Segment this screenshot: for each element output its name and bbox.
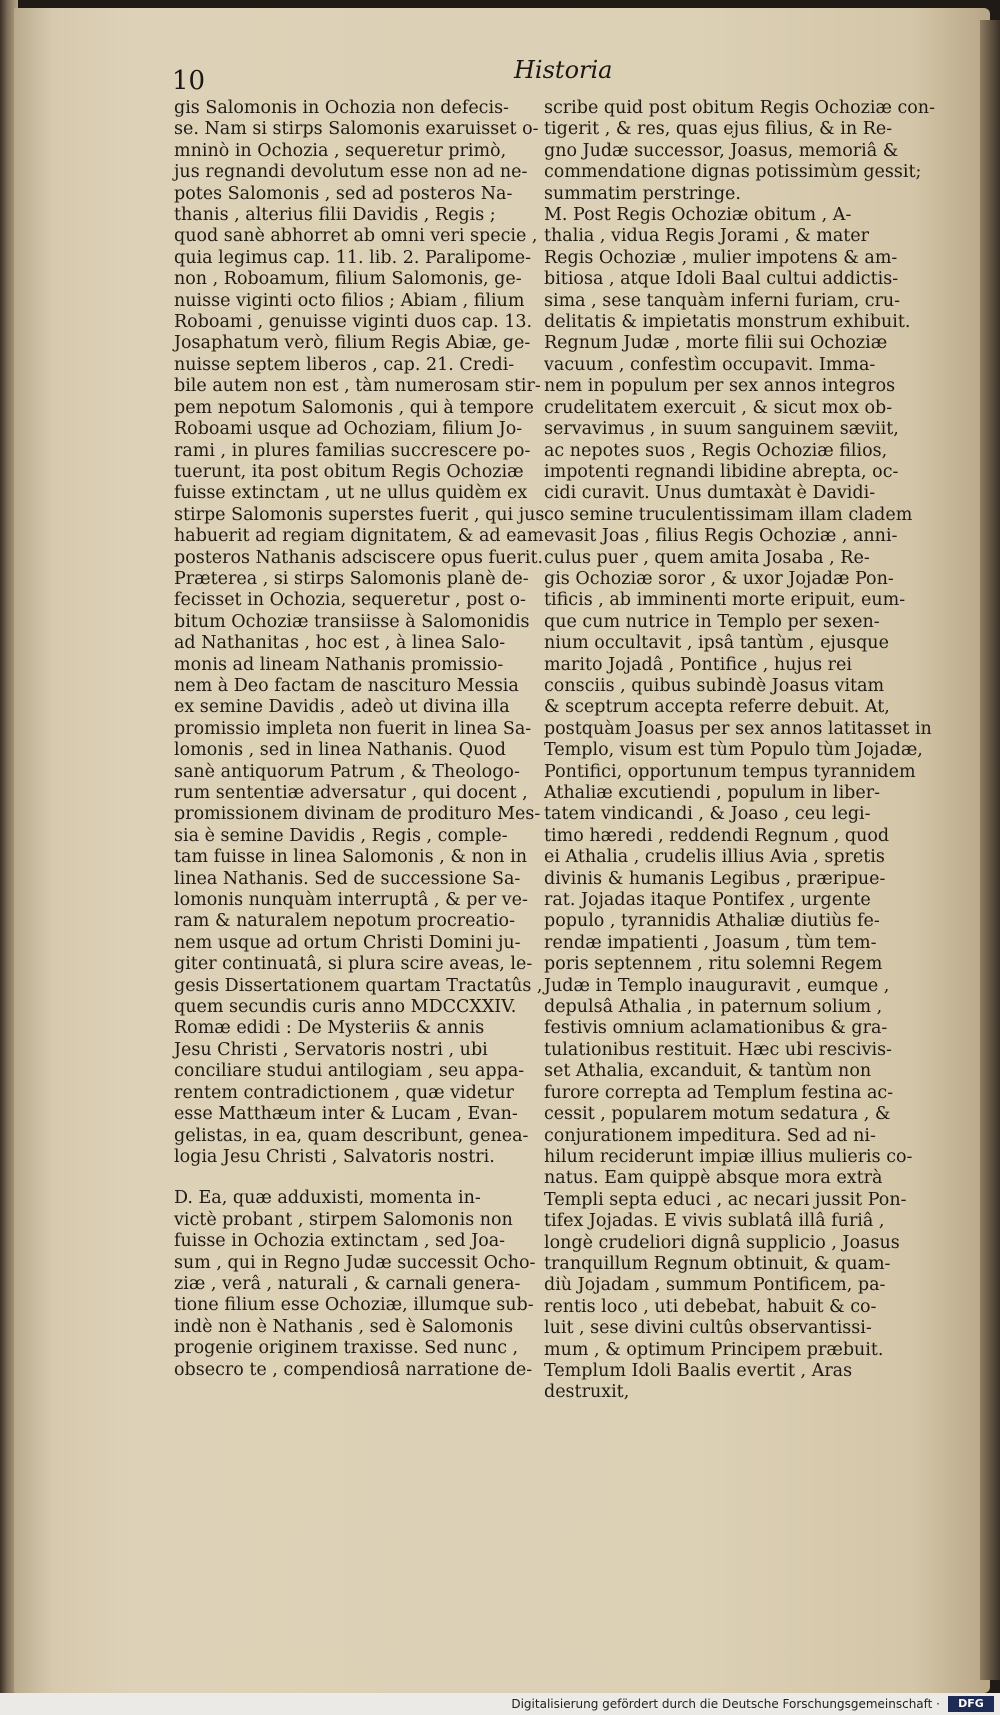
text-line: mninò in Ochozia , sequeretur primò, bbox=[174, 140, 507, 161]
text-line: nium occultavit , ipsâ tantùm , ejusque bbox=[544, 633, 889, 654]
text-line: tranquillum Regnum obtinuit, & quam- bbox=[544, 1253, 891, 1274]
text-line: sima , sese tanquàm inferni furiam, cru- bbox=[544, 290, 901, 311]
text-line: rat. Jojadas itaque Pontifex , urgente bbox=[544, 890, 871, 911]
text-line: set Athalia, excanduit, & tantùm non bbox=[544, 1061, 872, 1082]
text-line: postquàm Joasus per sex annos latitasset in bbox=[544, 718, 932, 739]
text-line: lomonis nunquàm interruptâ , & per ve- bbox=[174, 890, 528, 911]
text-line: Præterea , si stirps Salomonis planè de- bbox=[174, 568, 529, 589]
text-line: Regis Ochoziæ , mulier impotens & am- bbox=[544, 247, 898, 268]
text-line: fuisse in Ochozia extinctam , sed Joa- bbox=[174, 1231, 506, 1252]
dfg-logo: DFG bbox=[948, 1696, 994, 1712]
text-line: rentis loco , uti debebat, habuit & co- bbox=[544, 1296, 877, 1317]
text-line: se. Nam si stirps Salomonis exaruisset o- bbox=[174, 119, 539, 140]
text-line: crudelitatem exercuit , & sicut mox ob- bbox=[544, 397, 893, 418]
text-line: fuisse extinctam , ut ne ullus quidèm ex bbox=[174, 483, 528, 504]
text-line: & sceptrum accepta referre debuit. At, bbox=[544, 697, 890, 718]
text-line: ziæ , verâ , naturali , & carnali genera- bbox=[174, 1273, 521, 1294]
text-line: bile autem non est , tàm numerosam stir- bbox=[174, 376, 541, 397]
text-line: summatim perstringe. bbox=[544, 183, 741, 204]
text-line: timo hæredi , reddendi Regnum , quod bbox=[544, 825, 890, 846]
text-line: consciis , quibus subindè Joasus vitam bbox=[544, 675, 885, 696]
text-line: lomonis , sed in linea Nathanis. Quod bbox=[174, 740, 506, 761]
text-line: rum sententiæ adversatur , qui docent , bbox=[174, 783, 528, 803]
text-line: divinis & humanis Legibus , præripue- bbox=[544, 868, 886, 889]
text-line: que cum nutrice in Templo per sexen- bbox=[544, 611, 880, 632]
text-line: Pontifici, opportunum tempus tyrannidem bbox=[544, 761, 916, 782]
text-line: quem secundis curis anno MDCCXXIV. bbox=[174, 997, 517, 1018]
text-line: cidi curavit. Unus dumtaxàt è Davidi- bbox=[544, 483, 876, 504]
text-line: fecisset in Ochozia, sequeretur , post o- bbox=[174, 590, 526, 611]
text-line: conciliare studui antilogiam , seu appa- bbox=[174, 1061, 525, 1082]
text-line: rentem contradictionem , quæ videtur bbox=[174, 1082, 514, 1103]
text-line: bitum Ochoziæ transiisse à Salomonidis bbox=[174, 611, 530, 632]
text-line: stirpe Salomonis superstes fuerit , qui jus bbox=[174, 504, 545, 525]
text-line: populo , tyrannidis Athaliæ diutiùs fe- bbox=[544, 911, 880, 932]
text-line: thalia , vidua Regis Jorami , & mater bbox=[544, 226, 870, 247]
text-line: tatem vindicandi , & Joaso , ceu legi- bbox=[544, 804, 871, 825]
text-line: Roboami usque ad Ochoziam, filium Jo- bbox=[174, 419, 523, 440]
text-line: quod sanè abhorret ab omni veri specie , bbox=[174, 226, 538, 247]
left-text-column bbox=[174, 98, 545, 1381]
text-line: logia Jesu Christi , Salvatoris nostri. bbox=[174, 1146, 495, 1167]
text-line: Templi septa educi , ac necari jussit Pon- bbox=[544, 1189, 907, 1210]
text-line: progenie originem traxisse. Sed nunc , bbox=[174, 1338, 519, 1359]
text-line: marito Jojadâ , Pontifice , hujus rei bbox=[544, 654, 852, 675]
text-line: obsecro te , compendiosâ narratione de- bbox=[174, 1359, 533, 1380]
text-line: cessit , popularem motum sedatura , & bbox=[544, 1104, 891, 1125]
text-line: co semine truculentissimam illam cladem bbox=[544, 504, 913, 525]
text-line: giter continuatâ, si plura scire aveas, le- bbox=[174, 954, 533, 975]
book-fore-edge bbox=[980, 20, 1000, 1680]
text-line: tigerit , & res, quas ejus filius, & in Re- bbox=[544, 119, 893, 140]
text-line: tam fuisse in linea Salomonis , & non in bbox=[174, 847, 527, 868]
text-line: Josaphatum verò, filium Regis Abiæ, ge- bbox=[174, 333, 531, 354]
text-line: tifex Jojadas. E vivis sublatâ illâ furiâ , bbox=[544, 1211, 885, 1232]
funding-notice: Digitalisierung gefördert durch die Deutsche Forschungsgemeinschaft · bbox=[511, 1697, 940, 1711]
text-line: promissionem divinam de prodituro Mes- bbox=[174, 804, 541, 825]
text-line: gis Ochoziæ soror , & uxor Jojadæ Pon- bbox=[544, 568, 894, 589]
text-line: gesis Dissertationem quartam Tractatûs , bbox=[174, 975, 543, 996]
right-text-column bbox=[544, 98, 935, 1404]
text-line: gis Salomonis in Ochozia non defecis- bbox=[174, 98, 509, 118]
text-line: festivis omnium aclamationibus & gra- bbox=[544, 1018, 888, 1039]
text-line: Romæ edidi : De Mysteriis & annis bbox=[174, 1018, 485, 1039]
page-number: 10 bbox=[172, 66, 206, 96]
text-line: destruxit, bbox=[544, 1382, 630, 1403]
text-line: mum , & optimum Principem præbuit. bbox=[544, 1339, 884, 1360]
text-line: Judæ in Templo inauguravit , eumque , bbox=[544, 975, 890, 996]
text-line: Roboami , genuisse viginti duos cap. 13. bbox=[174, 312, 533, 333]
text-line: evasit Joas , filius Regis Ochoziæ , anni- bbox=[544, 526, 898, 547]
text-line: tulationibus restituit. Hæc ubi rescivis- bbox=[544, 1039, 892, 1060]
text-line: nem usque ad ortum Christi Domini ju- bbox=[174, 932, 521, 953]
text-line: ram & naturalem nepotum procreatio- bbox=[174, 911, 515, 932]
text-line: nuisse viginti octo filios ; Abiam , filium bbox=[174, 290, 525, 311]
text-line: nem à Deo factam de nascituro Messia bbox=[174, 675, 519, 696]
text-line: culus puer , quem amita Josaba , Re- bbox=[544, 547, 870, 568]
text-line: hilum reciderunt impiæ illius mulieris co- bbox=[544, 1146, 913, 1167]
text-line: ad Nathanitas , hoc est , à linea Salo- bbox=[174, 633, 506, 654]
text-line: gelistas, in ea, quam describunt, genea- bbox=[174, 1125, 529, 1146]
text-line: impotenti regnandi libidine abrepta, oc- bbox=[544, 461, 899, 482]
text-line: scribe quid post obitum Regis Ochoziæ con- bbox=[544, 98, 935, 118]
text-line: tificis , ab imminenti morte eripuit, eum- bbox=[544, 590, 906, 611]
text-line: depulsâ Athalia , in paternum solium , bbox=[544, 997, 883, 1018]
text-line: natus. Eam quippè absque mora extrà bbox=[544, 1168, 883, 1189]
text-line: longè crudeliori dignâ supplicio , Joasus bbox=[544, 1232, 900, 1253]
text-line: delitatis & impietatis monstrum exhibuit. bbox=[544, 312, 911, 333]
text-line: sanè antiquorum Patrum , & Theologo- bbox=[174, 761, 520, 782]
text-line: vacuum , confestìm occupavit. Imma- bbox=[544, 354, 876, 375]
text-line: ei Athalia , crudelis illius Avia , spretis bbox=[544, 847, 885, 868]
text-line: potes Salomonis , sed ad posteros Na- bbox=[174, 183, 513, 204]
text-line: tione filium esse Ochoziæ, illumque sub- bbox=[174, 1295, 534, 1316]
text-line: victè probant , stirpem Salomonis non bbox=[174, 1209, 513, 1230]
text-line: rami , in plures familias succrescere po- bbox=[174, 440, 531, 461]
text-line: thanis , alterius filii Davidis , Regis ; bbox=[174, 205, 496, 226]
text-line: tuerunt, ita post obitum Regis Ochoziæ bbox=[174, 461, 524, 482]
text-line: jus regnandi devolutum esse non ad ne- bbox=[174, 162, 528, 183]
text-line: posteros Nathanis adsciscere opus fuerit. bbox=[174, 547, 544, 568]
book-page bbox=[14, 8, 990, 1693]
text-line: servavimus , in suum sanguinem sæviit, bbox=[544, 419, 899, 440]
text-line: sum , qui in Regno Judæ successit Ocho- bbox=[174, 1252, 536, 1273]
text-line: conjurationem impeditura. Sed ad ni- bbox=[544, 1125, 876, 1146]
text-line: habuerit ad regiam dignitatem, & ad eam bbox=[174, 526, 544, 547]
text-line: Jesu Christi , Servatoris nostri , ubi bbox=[174, 1039, 488, 1060]
text-line: commendatione dignas potissimùm gessit; bbox=[544, 162, 922, 183]
text-line: ac nepotes suos , Regis Ochoziæ filios, bbox=[544, 440, 888, 461]
text-line: quia legimus cap. 11. lib. 2. Paralipome- bbox=[174, 247, 531, 268]
text-line: pem nepotum Salomonis , qui à tempore bbox=[174, 397, 534, 418]
text-line: Athaliæ excutiendi , populum in liber- bbox=[544, 783, 881, 803]
footer-bar bbox=[0, 1693, 1000, 1715]
text-line: Templo, visum est tùm Populo tùm Jojadæ, bbox=[544, 740, 923, 761]
text-line: diù Jojadam , summum Pontificem, pa- bbox=[544, 1275, 886, 1296]
text-line: luit , sese divini cultûs observantissi- bbox=[544, 1318, 872, 1339]
text-line: nem in populum per sex annos integros bbox=[544, 376, 896, 397]
text-line: linea Nathanis. Sed de successione Sa- bbox=[174, 868, 521, 889]
text-line: rendæ impatienti , Joasum , tùm tem- bbox=[544, 932, 877, 953]
text-line: nuisse septem liberos , cap. 21. Credi- bbox=[174, 354, 515, 375]
text-line: Regnum Judæ , morte filii sui Ochoziæ bbox=[544, 333, 888, 354]
text-line: esse Matthæum inter & Lucam , Evan- bbox=[174, 1104, 518, 1125]
text-line: ex semine Davidis , adeò ut divina illa bbox=[174, 697, 510, 718]
text-line: furore correpta ad Templum festina ac- bbox=[544, 1082, 894, 1103]
text-line: poris septennem , ritu solemni Regem bbox=[544, 954, 883, 975]
text-line: bitiosa , atque Idoli Baal cultui addictis- bbox=[544, 269, 899, 290]
text-line: gno Judæ successor, Joasus, memoriâ & bbox=[544, 140, 899, 161]
text-line: promissio impleta non fuerit in linea Sa- bbox=[174, 718, 532, 739]
running-head: Historia bbox=[514, 56, 613, 84]
text-line: M. Post Regis Ochoziæ obitum , A- bbox=[544, 205, 852, 226]
text-line: monis ad lineam Nathanis promissio- bbox=[174, 654, 504, 675]
paragraph-gap bbox=[174, 1168, 530, 1188]
text-line: D. Ea, quæ adduxisti, momenta in- bbox=[174, 1188, 481, 1209]
text-line: Templum Idoli Baalis evertit , Aras bbox=[544, 1360, 853, 1381]
text-line: indè non è Nathanis , sed è Salomonis bbox=[174, 1316, 514, 1337]
text-line: sia è semine Davidis , Regis , comple- bbox=[174, 825, 508, 846]
text-line: non , Roboamum, filium Salomonis, ge- bbox=[174, 269, 522, 290]
